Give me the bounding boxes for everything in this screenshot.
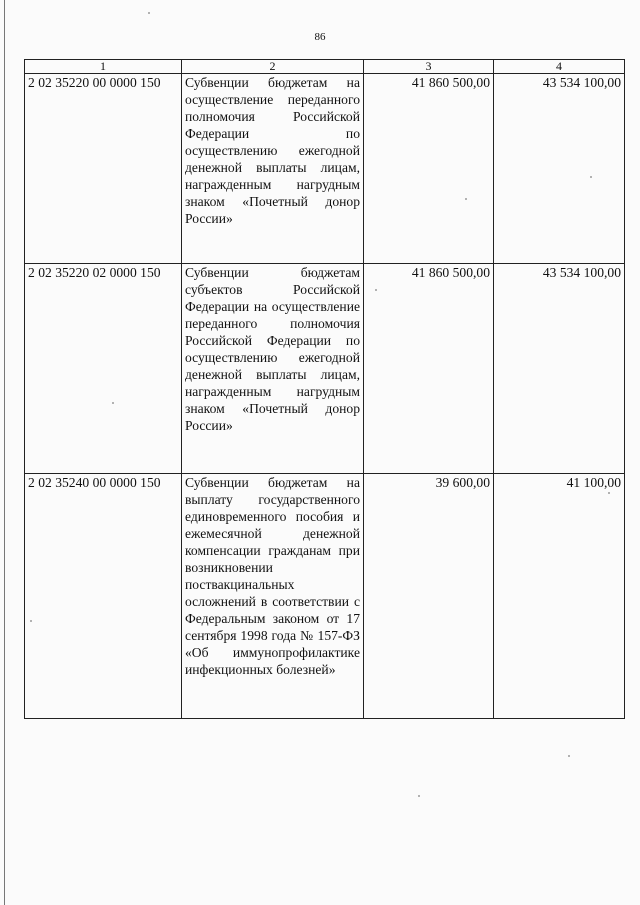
- scan-speck: [590, 176, 592, 178]
- description: Субвенции бюджетам на выплату государственного единовременного пособия и ежемесячной денежной компенсации гражданам при возникновении поствакцинальных осложнений в соответствии с Федеральным законом от 17 сентября 1998 года № 157-ФЗ «Об иммунопрофилактике инфекционных болезней»: [182, 474, 364, 719]
- column-header-4: 4: [494, 60, 625, 74]
- table-row: [25, 74, 625, 264]
- scan-speck: [568, 755, 570, 757]
- budget-code: 2 02 35220 02 0000 150: [25, 264, 182, 474]
- amount-col3: 41 860 500,00: [364, 264, 494, 474]
- description: Субвенции бюджетам субъектов Российской Федерации на осуществление переданного полномочия Российской Федерации по осуществлению ежегодной денежной выплаты лицам, награжденным нагрудным знаком «Почетный донор России»: [182, 264, 364, 474]
- scan-speck: [148, 12, 150, 14]
- table-header-row: [25, 60, 625, 74]
- scan-speck: [608, 492, 610, 494]
- scan-speck: [418, 795, 420, 797]
- amount-col4: 43 534 100,00: [494, 74, 625, 264]
- scan-speck: [465, 198, 467, 200]
- amount-col3: 39 600,00: [364, 474, 494, 719]
- scan-left-edge: [4, 0, 5, 905]
- column-header-2: 2: [182, 60, 364, 74]
- budget-code: 2 02 35240 00 0000 150: [25, 474, 182, 719]
- budget-code: 2 02 35220 00 0000 150: [25, 74, 182, 264]
- page-number: 86: [314, 31, 326, 43]
- table-row: [25, 474, 625, 719]
- amount-col3: 41 860 500,00: [364, 74, 494, 264]
- column-header-1: 1: [25, 60, 182, 74]
- column-header-3: 3: [364, 60, 494, 74]
- budget-table: [24, 59, 625, 719]
- scan-speck: [375, 289, 377, 291]
- scan-speck: [30, 620, 32, 622]
- amount-col4: 43 534 100,00: [494, 264, 625, 474]
- amount-col4: 41 100,00: [494, 474, 625, 719]
- description: Субвенции бюджетам на осуществление переданного полномочия Российской Федерации по осуществлению ежегодной денежной выплаты лицам, награжденным нагрудным знаком «Почетный донор России»: [182, 74, 364, 264]
- table-row: [25, 264, 625, 474]
- scan-speck: [112, 402, 114, 404]
